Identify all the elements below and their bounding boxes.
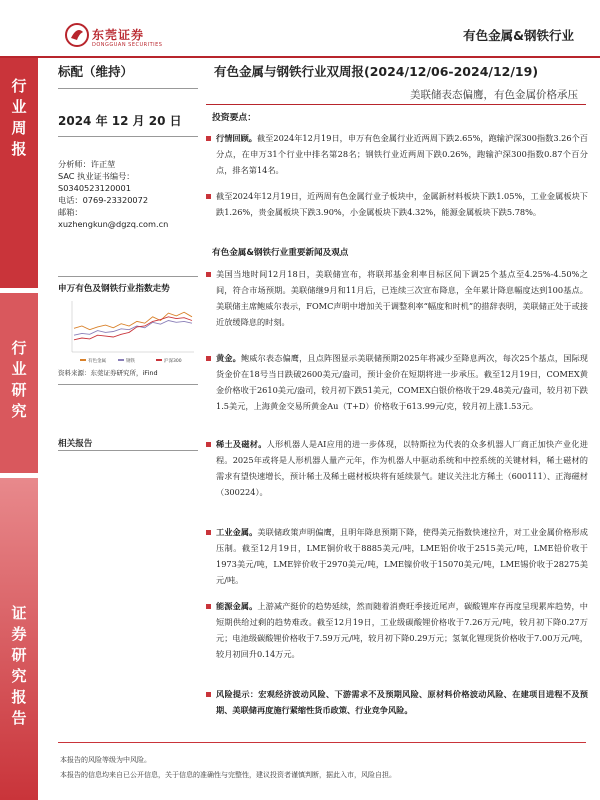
analyst-info xyxy=(58,158,168,230)
chart-divider xyxy=(58,276,198,277)
series-line-1 xyxy=(74,312,192,330)
page-subtitle: 美联储表态偏鹰，有色金属价格承压 xyxy=(410,89,578,101)
bullet-label: 黄金。 xyxy=(216,353,241,363)
bullet-energy-metals xyxy=(216,598,588,662)
sidebar-label-weekly xyxy=(0,76,38,160)
rating-divider xyxy=(58,88,198,89)
bullet-marker xyxy=(206,136,211,141)
date-divider xyxy=(58,136,198,137)
bullet-text: 美国当地时间12月18日，美联储宣布，将联邦基金利率目标区间下调25个基点至4.25%-4.50%之间，符合市场预期。美联储继9月和11月后，已连续三次宣布降息，全年累计降息幅度达到100基点。美联储主席鲍威尔表示，FOMC声明中增加关于调整利率“幅度和时机”的措辞表明，美联储正处于或接近放缓降息的时刻。 xyxy=(216,269,588,327)
bullet-label: 工业金属。 xyxy=(216,527,258,537)
bullet-marker xyxy=(206,356,211,361)
bullet-label: 行情回顾。 xyxy=(216,133,257,143)
logo-text: 东莞证券 xyxy=(92,28,145,42)
legend-swatch-3 xyxy=(156,359,162,361)
sidebar-label-research xyxy=(0,338,38,422)
rating: 标配（维持） xyxy=(58,64,134,79)
analyst-name: 分析师：许正堃 xyxy=(58,159,116,169)
sidebar-text-block3: 证 券 研 究 报 告 xyxy=(11,604,27,727)
sidebar xyxy=(0,58,38,800)
analyst-email-label: 邮箱： xyxy=(58,207,83,217)
header-industry: 有色金属&钢铁行业 xyxy=(463,28,574,43)
bullet-sub-sectors xyxy=(216,188,588,220)
legend-label-1: 有色金属 xyxy=(88,359,106,364)
sidebar-label-securities xyxy=(0,603,38,729)
bullet-marker xyxy=(206,194,211,199)
bullet-text: 美联储政策声明偏鹰，且明年降息预期下降，使得美元指数快速拉升，对工业金属价格形成压制。截至12月19日，LME铜价收于8885美元/吨，LME铝价收于2515美元/吨，LME铅价收于1973美元/吨，LME锌价收于2970美元/吨，LME镍价收于15070美元/吨，LME锡价收于28275美元/吨。 xyxy=(216,527,588,585)
bullet-market-review xyxy=(216,130,588,178)
analyst-sac-no: S0340523120001 xyxy=(58,183,131,193)
legend-label-3: 沪深300 xyxy=(164,359,182,364)
bullet-text: 鲍威尔表态偏鹰，且点阵图显示美联储预期2025年将减少至降息两次，每次25个基点，国际现货金价在18号当日跌破2600美元/盎司，预计金价在短期将进一步承压。截至12月19日，COMEX黄金价格收于2610美元/盎司，较月初下跌51美元，COMEX白银价格收于29.48美元/盎司，较月初下跌1.5美元，上海黄金交易所黄金Au（T+D）价格收于613.99元/克，较月初上涨1.53元。 xyxy=(216,353,588,411)
bullet-marker xyxy=(206,530,211,535)
source-divider xyxy=(58,384,198,385)
bullet-text: 截至2024年12月19日，近两周有色金属行业子板块中，金属新材料板块下跌1.05%，工业金属板块下跌1.26%，贵金属板块下跌3.90%，小金属板块下跌4.32%，能源金属板块下跌5.78%。 xyxy=(216,191,588,217)
analyst-phone: 电话：0769-23320072 xyxy=(58,195,149,205)
bullet-text: 上游减产挺价的趋势延续，然而随着消费旺季接近尾声，碳酸锂库存再度呈现累库趋势，中短期供给过剩的趋势难改。截至12月19日，工业级碳酸锂价格收于7.26万元/吨，较月初下降0.27万元；电池级碳酸锂价格收于7.59万元/吨，较月初下降0.29万元；氢氧化锂现货价格收于7.00万元/吨，较月初回升0.14万元。 xyxy=(216,601,588,659)
bullet-label: 稀土及磁材。 xyxy=(216,439,267,449)
investment-points-heading: 投资要点： xyxy=(212,113,256,123)
series-line-2 xyxy=(74,321,192,336)
bullet-marker xyxy=(206,442,211,447)
analyst-sac: SAC 执业证书编号： xyxy=(58,171,135,181)
legend-swatch-2 xyxy=(118,359,124,361)
chart-source: 资料来源：东莞证券研究所，iFind xyxy=(58,369,158,377)
bullet-fed xyxy=(216,266,588,330)
analyst-email[interactable]: xuzhengkun@dgzq.com.cn xyxy=(58,219,169,229)
logo-subtext: DONGGUAN SECURITIES xyxy=(92,42,163,48)
sidebar-text-block1: 行 业 周 报 xyxy=(11,77,27,158)
bullet-industrial-metals xyxy=(216,524,588,588)
news-heading: 有色金属&钢铁行业重要新闻及观点 xyxy=(212,248,349,258)
bullet-text: 人形机器人是AI应用的进一步体现，以特斯拉为代表的众多机器人厂商正加快产业化进程。2025年或将是人形机器人量产元年，作为机器人中驱动系统和中控系统的关键材料，稀土磁材的需求有望快速增长，预计稀土及稀土磁材板块将有延续景气。建议关注北方稀土（600111）、正海磁材（300224）。 xyxy=(216,439,588,497)
sidebar-text-block2: 行 业 研 究 xyxy=(11,339,27,420)
bullet-marker xyxy=(206,272,211,277)
index-trend-chart xyxy=(58,297,198,369)
bullet-gold xyxy=(216,350,588,414)
footer-risk-level: 本报告的风险等级为中风险。 xyxy=(60,756,151,764)
chart-title: 申万有色及钢铁行业指数走势 xyxy=(58,284,170,294)
related-divider xyxy=(58,450,198,451)
legend-swatch-1 xyxy=(80,359,86,361)
related-reports-heading: 相关报告 xyxy=(58,439,93,449)
bullet-risk xyxy=(216,686,588,718)
page-title: 有色金属与钢铁行业双周报(2024/12/06-2024/12/19) xyxy=(214,64,539,79)
footer-divider xyxy=(58,742,586,743)
bullet-text: 截至2024年12月19日，申万有色金属行业近两周下跌2.65%，跑输沪深300指数3.26个百分点，在申万31个行业中排名第28名；钢铁行业近两周下跌0.26%，跑输沪深300指数0.87个百分点，排名第14名。 xyxy=(216,133,588,175)
footer-disclaimer: 本报告的信息均来自已公开信息，关于信息的准确性与完整性，建议投资者谨慎判断，据此入市，风险自担。 xyxy=(60,771,396,779)
title-divider xyxy=(206,104,586,105)
bullet-label: 能源金属。 xyxy=(216,601,258,611)
bullet-rare-earth xyxy=(216,436,588,500)
bullet-marker xyxy=(206,692,211,697)
bullet-marker xyxy=(206,604,211,609)
header-divider xyxy=(0,56,600,58)
report-date: 2024 年 12 月 20 日 xyxy=(58,114,182,128)
legend-label-2: 钢铁 xyxy=(126,359,135,364)
risk-warning: 风险提示：宏观经济波动风险、下游需求不及预期风险、原材料价格波动风险、在建项目进程不及预期、美联储再度施行紧缩性货币政策、行业竞争风险。 xyxy=(216,689,588,715)
